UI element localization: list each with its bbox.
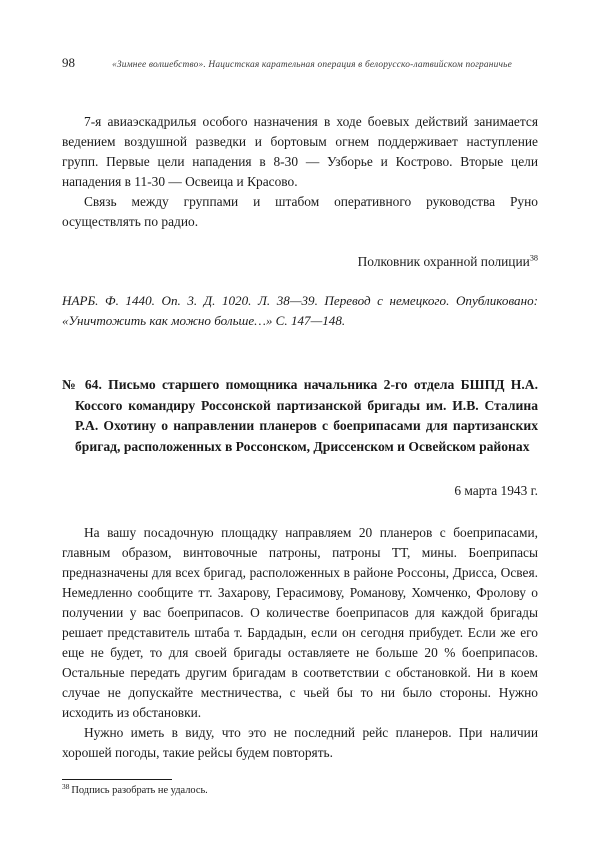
signature-footnote-marker: 38 — [529, 253, 538, 263]
page-number: 98 — [62, 55, 75, 70]
footnote-text: Подпись разобрать не удалось. — [71, 785, 208, 796]
footnote-area — [62, 779, 538, 798]
signature-line — [62, 252, 538, 272]
excerpt-paragraph-1: 7-я авиаэскадрилья особого назначения в ходе боевых действий занимается ведением воздушной разведки и бортовым огнем поддерживает наступление групп. Первые цели нападения в 8-30 — Узборье и Кострово. Вторые цели нападения в 11-30 — Освеица и Красово. — [62, 114, 538, 189]
footnote-marker: 38 — [62, 781, 70, 791]
archival-reference: НАРБ. Ф. 1440. Оп. 3. Д. 1020. Л. 38—39. Перевод с немецкого. Опубликовано: «Уничтожить как можно больше…» С. 147—148. — [62, 293, 538, 328]
text-column — [62, 112, 538, 763]
footnote-entry — [62, 781, 538, 798]
document-heading: № 64. Письмо старшего помощника начальника 2-го отдела БШПД Н.А. Коссого командиру Россонской партизанской бригады им. И.В. Сталина Р.А. Охотину о направлении планеров с боеприпасами для партизанских бригад, расположенных в Россонском, Дриссенском и Освейском районах — [62, 377, 538, 454]
body-paragraph-1: На вашу посадочную площадку направляем 20 планеров с боеприпасами, главным образом, винтовочные патроны, патроны ТТ, мины. Боеприпасы предназначены для всех бригад, расположенных в районе Россоны, Дрисса, Освея. Немедленно сообщите тт. Захарову, Герасимову, Романову, Хомченко, Фролову о получении у вас боеприпасов. О количестве боеприпасов для каждой бригады решает представитель штаба т. Бардадын, если он сегодня прибудет. Если же его еще не будет, то для своей бригады оставляете не больше 20 % боеприпасов. Остальные передать другим бригадам в соответствии с обстановкой. Ни в коем случае не допускайте местничества, с чьей бы то ни было стороны. Нужно исходить из обстановки. — [62, 525, 538, 720]
excerpt-paragraph-2: Связь между группами и штабом оперативного руководства Руно осуществлять по радио. — [62, 194, 538, 229]
document-date: 6 марта 1943 г. — [454, 483, 538, 498]
running-title: «Зимнее волшебство». Нацистская карательная операция в белорусско-латвийском пограничье — [112, 60, 512, 70]
running-head — [62, 55, 538, 71]
body-paragraph-2: Нужно иметь в виду, что это не последний рейс планеров. При наличии хорошей погоды, такие рейсы будем повторять. — [62, 725, 538, 760]
signature-text: Полковник охранной полиции — [357, 254, 530, 269]
footnote-separator-rule — [62, 779, 172, 780]
document-body — [62, 523, 538, 763]
